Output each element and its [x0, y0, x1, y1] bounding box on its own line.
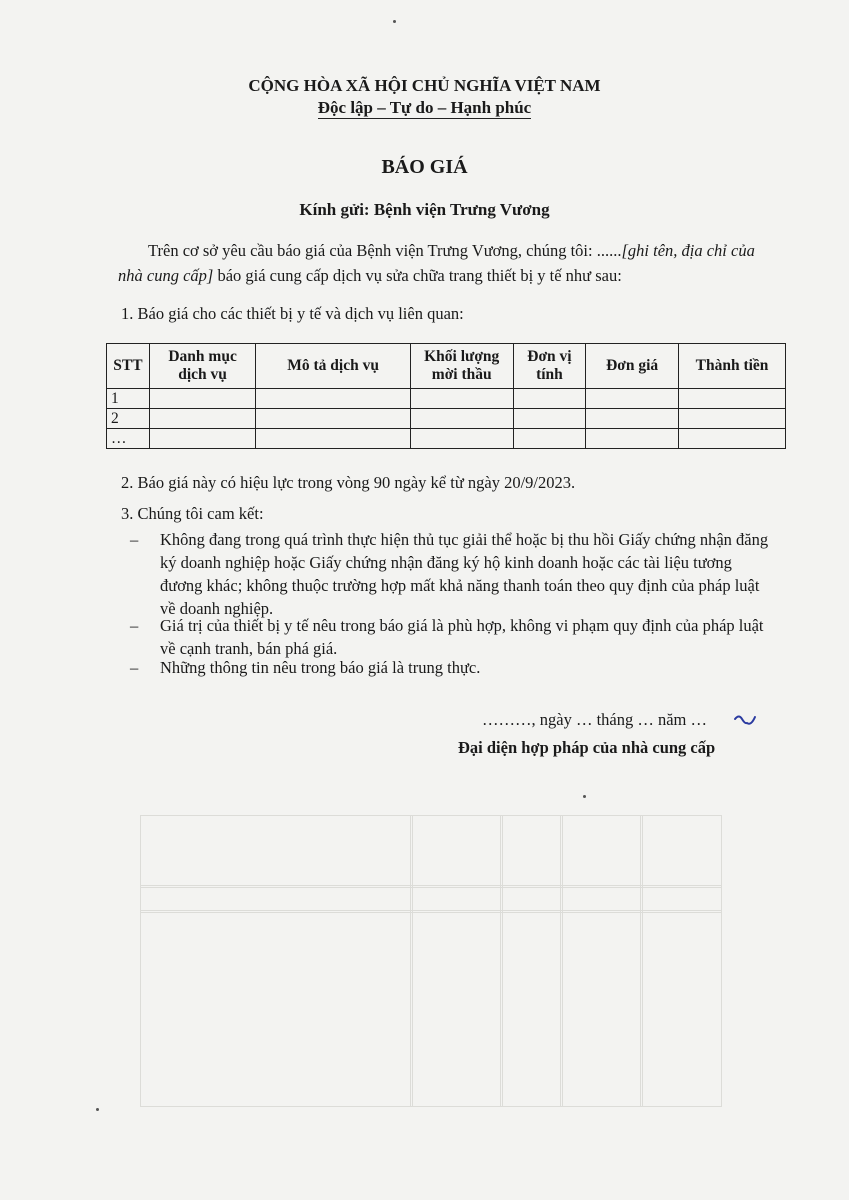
table-cell — [679, 389, 786, 409]
table-cell — [586, 389, 679, 409]
table-header-row — [107, 344, 786, 389]
quote-table — [106, 343, 786, 449]
intro-paragraph: Trên cơ sở yêu cầu báo giá của Bệnh viện Trưng Vương, chúng tôi: ......[ghi tên, địa chỉ của nhà cung cấp] báo giá cung cấp dịch vụ sửa chữa trang thiết bị y tế như sau: — [118, 241, 755, 285]
table-row — [107, 409, 786, 429]
table-cell — [586, 409, 679, 429]
table-cell — [586, 429, 679, 449]
column-header: Đơn vị tính — [513, 344, 586, 389]
section-2-validity: 2. Báo giá này có hiệu lực trong vòng 90 ngày kể từ ngày 20/9/2023. — [121, 473, 576, 492]
table-cell — [410, 409, 513, 429]
column-header: Danh mục dịch vụ — [149, 344, 256, 389]
table-row — [107, 429, 786, 449]
scan-speck — [393, 20, 396, 23]
national-header: CỘNG HÒA XÃ HỘI CHỦ NGHĨA VIỆT NAM — [248, 76, 601, 95]
dash-marker: – — [130, 658, 139, 677]
section-1-heading: 1. Báo giá cho các thiết bị y tế và dịch vụ liên quan: — [121, 304, 464, 323]
table-cell — [256, 429, 410, 449]
table-cell: 2 — [107, 409, 150, 429]
commitment-item: – Giá trị của thiết bị y tế nêu trong báo giá là phù hợp, không vi phạm quy định của pháp luật về cạnh tranh, bán phá giá. — [130, 616, 764, 658]
table-cell — [256, 409, 410, 429]
table-cell — [679, 429, 786, 449]
document-title: BÁO GIÁ — [381, 156, 468, 178]
column-header: Thành tiền — [679, 344, 786, 389]
commitment-item: – Không đang trong quá trình thực hiện thủ tục giải thể hoặc bị thu hồi Giấy chứng nhận đăng ký doanh nghiệp hoặc Giấy chứng nhận đăng ký hộ kinh doanh hoặc các tài liệu tương đương khác; không thuộc trường hợp mất khả năng thanh toán theo quy định của pháp luật về doanh nghiệp. — [130, 530, 769, 618]
table-cell — [679, 409, 786, 429]
table-row — [107, 389, 786, 409]
section-3-heading: 3. Chúng tôi cam kết: — [121, 504, 264, 523]
representative-label: Đại diện hợp pháp của nhà cung cấp — [458, 738, 716, 757]
table-cell — [513, 389, 586, 409]
column-header: STT — [107, 344, 150, 389]
table-cell — [513, 429, 586, 449]
national-motto: Độc lập – Tự do – Hạnh phúc — [317, 98, 532, 117]
pen-mark-icon — [733, 713, 759, 729]
scan-speck — [583, 795, 586, 798]
table-cell — [410, 389, 513, 409]
table-cell — [149, 389, 256, 409]
scan-speck — [96, 1108, 99, 1111]
date-line: ………, ngày … tháng … năm … — [482, 710, 708, 729]
table-cell: … — [107, 429, 150, 449]
table-cell — [149, 409, 256, 429]
dash-marker: – — [130, 530, 139, 549]
commitment-item: – Những thông tin nêu trong báo giá là trung thực. — [130, 658, 481, 677]
dash-marker: – — [130, 616, 139, 635]
table-cell — [256, 389, 410, 409]
column-header: Mô tả dịch vụ — [256, 344, 410, 389]
greeting: Kính gửi: Bệnh viện Trưng Vương — [299, 200, 550, 219]
column-header: Khối lượng mời thầu — [410, 344, 513, 389]
table-cell — [149, 429, 256, 449]
table-cell — [513, 409, 586, 429]
table-cell: 1 — [107, 389, 150, 409]
column-header: Đơn giá — [586, 344, 679, 389]
table-cell — [410, 429, 513, 449]
